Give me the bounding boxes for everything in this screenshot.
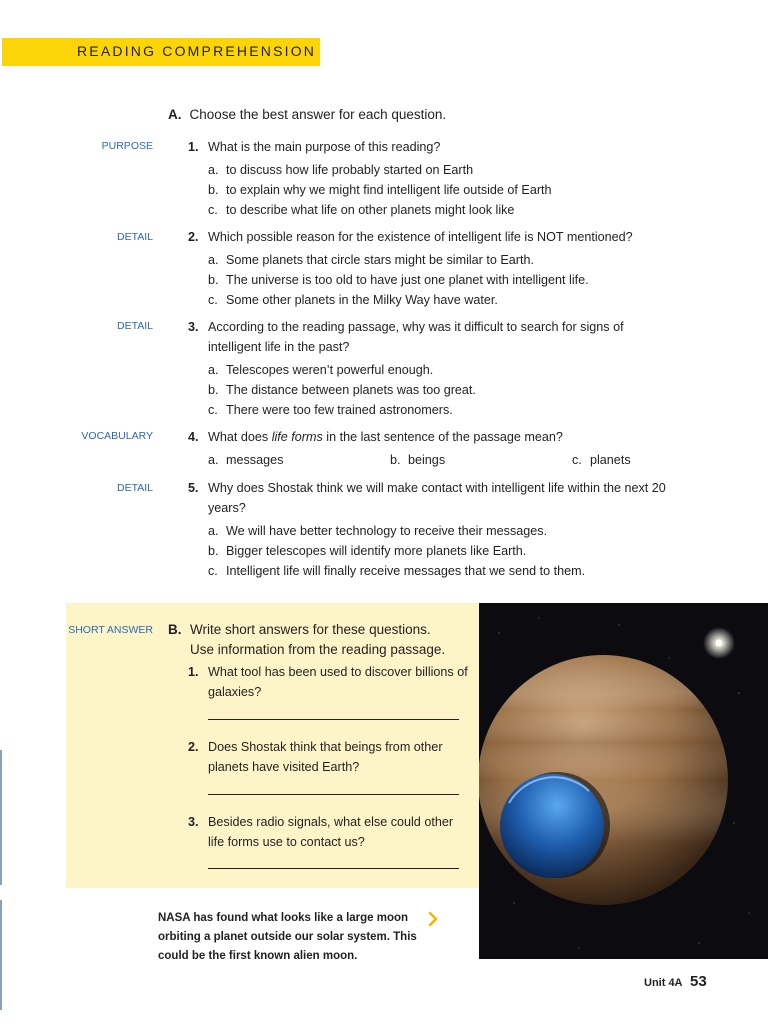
question-tag-detail: DETAIL xyxy=(117,482,153,494)
option-b[interactable] xyxy=(390,450,572,470)
question-text: What is the main purpose of this reading? xyxy=(208,140,441,154)
option-text: Some planets that circle stars might be similar to Earth. xyxy=(226,253,534,267)
option-list xyxy=(208,450,668,470)
option-a[interactable] xyxy=(208,250,668,270)
exomoon-illustration xyxy=(479,603,768,959)
option-text: There were too few trained astronomers. xyxy=(226,403,453,417)
section-b-heading xyxy=(168,620,445,660)
option-c[interactable] xyxy=(208,200,668,220)
question-5 xyxy=(188,478,668,581)
page-edge-mark xyxy=(0,750,2,885)
option-letter: a. xyxy=(208,163,219,177)
question-tag-vocabulary: VOCABULARY xyxy=(81,430,153,442)
option-b[interactable] xyxy=(208,380,668,400)
unit-label: Unit 4A xyxy=(644,977,683,989)
section-b-instruction-line2: Use information from the reading passage. xyxy=(190,642,446,657)
option-letter: c. xyxy=(208,203,218,217)
option-c[interactable] xyxy=(208,561,668,581)
question-3 xyxy=(188,317,668,420)
option-letter: b. xyxy=(208,273,219,287)
option-c[interactable] xyxy=(208,290,668,310)
question-number: 1. xyxy=(188,665,199,679)
question-text: According to the reading passage, why was it difficult to search for signs of intelligent life in the past? xyxy=(208,320,624,354)
option-letter: c. xyxy=(208,564,218,578)
option-letter: b. xyxy=(390,453,401,467)
answer-line-2[interactable] xyxy=(208,794,459,795)
question-2 xyxy=(188,227,668,310)
answer-line-1[interactable] xyxy=(208,719,459,720)
option-letter: a. xyxy=(208,524,219,538)
question-text: Besides radio signals, what else could other life forms use to contact us? xyxy=(208,815,454,849)
question-text: Which possible reason for the existence of intelligent life is NOT mentioned? xyxy=(208,230,633,244)
question-tag-detail: DETAIL xyxy=(117,231,153,243)
option-letter: c. xyxy=(208,293,218,307)
option-letter: a. xyxy=(208,253,219,267)
page-number: 53 xyxy=(690,973,707,990)
option-list xyxy=(208,521,668,581)
option-letter: b. xyxy=(208,383,219,397)
question-number: 2. xyxy=(188,740,199,754)
short-question-1 xyxy=(188,662,468,702)
option-letter: a. xyxy=(208,363,219,377)
question-tag-detail: DETAIL xyxy=(117,320,153,332)
option-text: The distance between planets was too great. xyxy=(226,383,476,397)
question-number: 3. xyxy=(188,320,199,334)
option-text: We will have better technology to receive their messages. xyxy=(226,524,548,538)
question-text-start: What does xyxy=(208,430,272,444)
answer-line-3[interactable] xyxy=(208,868,459,869)
section-b-letter: B. xyxy=(168,622,182,637)
option-b[interactable] xyxy=(208,180,668,200)
question-number: 3. xyxy=(188,815,199,829)
option-c[interactable] xyxy=(572,450,631,470)
option-text: messages xyxy=(226,453,284,467)
question-text: Why does Shostak think we will make contact with intelligent life within the next 20 years? xyxy=(208,481,666,515)
question-4 xyxy=(188,427,668,470)
option-text: beings xyxy=(408,453,446,467)
question-tag-short-answer: SHORT ANSWER xyxy=(68,624,153,636)
option-list xyxy=(208,250,668,310)
option-list xyxy=(208,360,668,420)
question-text: Does Shostak think that beings from other planets have visited Earth? xyxy=(208,740,443,774)
section-a-instruction: Choose the best answer for each question. xyxy=(189,107,447,122)
option-a[interactable] xyxy=(208,360,668,380)
option-text: Telescopes weren’t powerful enough. xyxy=(226,363,434,377)
question-term: life forms xyxy=(271,430,323,444)
question-tag-purpose: PURPOSE xyxy=(101,140,153,152)
option-a[interactable] xyxy=(208,521,668,541)
option-letter: c. xyxy=(572,453,582,467)
option-text: Some other planets in the Milky Way have water. xyxy=(226,293,498,307)
option-text: The universe is too old to have just one planet with intelligent life. xyxy=(226,273,589,287)
option-letter: a. xyxy=(208,453,219,467)
question-text-end: in the last sentence of the passage mean? xyxy=(322,430,563,444)
option-c[interactable] xyxy=(208,400,668,420)
option-b[interactable] xyxy=(208,270,668,290)
question-number: 1. xyxy=(188,140,199,154)
section-b-instruction-line1: Write short answers for these questions. xyxy=(190,622,431,637)
question-number: 2. xyxy=(188,230,199,244)
option-text: planets xyxy=(590,453,631,467)
question-text xyxy=(208,427,668,447)
option-a[interactable] xyxy=(208,160,668,180)
option-text: to discuss how life probably started on Earth xyxy=(226,163,474,177)
option-b[interactable] xyxy=(208,541,668,561)
short-question-2 xyxy=(188,737,468,777)
question-number: 4. xyxy=(188,430,199,444)
question-text: What tool has been used to discover billions of galaxies? xyxy=(208,665,468,699)
option-letter: c. xyxy=(208,403,218,417)
option-a[interactable] xyxy=(208,450,390,470)
page-edge-mark-lower xyxy=(0,900,2,1010)
chevron-right-icon xyxy=(427,909,441,929)
option-text: to explain why we might find intelligent life outside of Earth xyxy=(226,183,552,197)
question-1 xyxy=(188,137,668,220)
section-banner xyxy=(2,38,320,66)
option-letter: b. xyxy=(208,183,219,197)
section-a-heading xyxy=(168,107,446,122)
section-a-letter: A. xyxy=(168,107,182,122)
image-caption: NASA has found what looks like a large moon orbiting a planet outside our solar system. This could be the first known alien moon. xyxy=(158,912,417,962)
short-question-3 xyxy=(188,812,468,852)
option-text: Intelligent life will finally receive messages that we send to them. xyxy=(226,564,586,578)
option-text: Bigger telescopes will identify more planets like Earth. xyxy=(226,544,527,558)
option-list xyxy=(208,160,668,220)
option-letter: b. xyxy=(208,544,219,558)
question-number: 5. xyxy=(188,481,199,495)
banner-title: READING COMPREHENSION xyxy=(77,43,317,59)
option-text: to describe what life on other planets might look like xyxy=(226,203,515,217)
planet-moon-svg xyxy=(479,603,768,959)
